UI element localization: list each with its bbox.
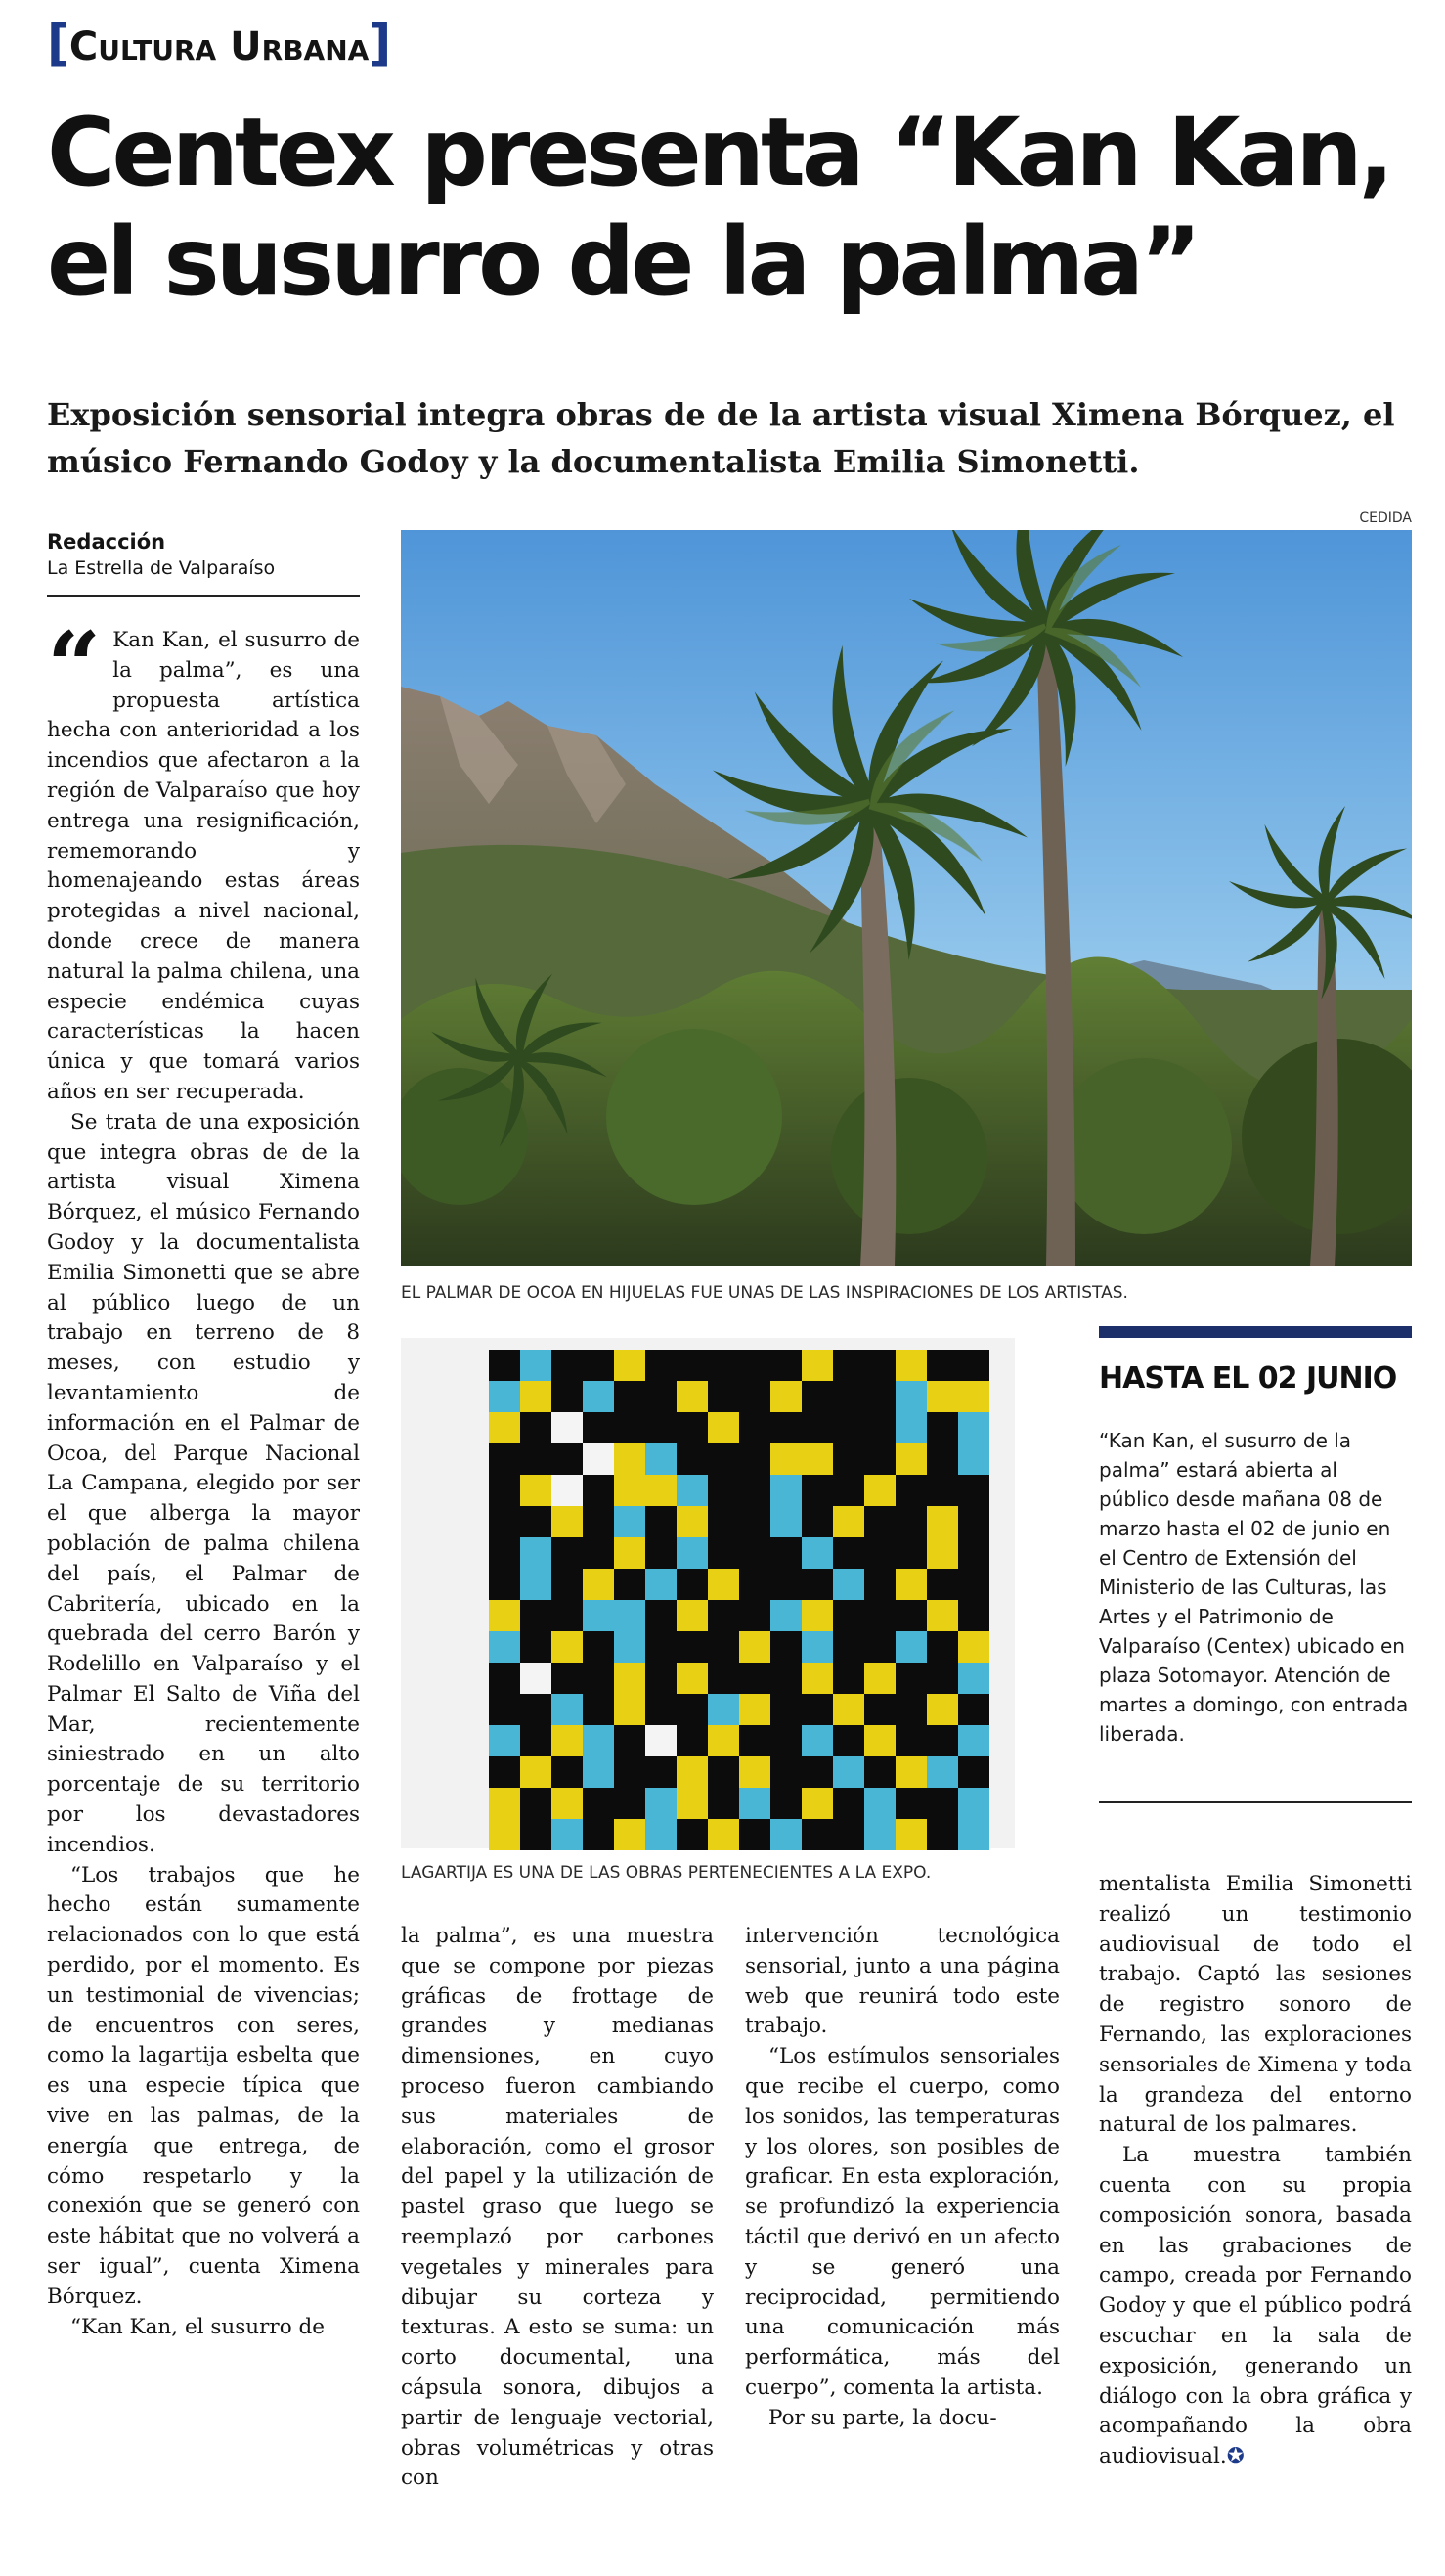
article-column-4 bbox=[1099, 1870, 1412, 2515]
artwork-tile bbox=[645, 1819, 677, 1850]
photo-credit: CEDIDA bbox=[1359, 511, 1412, 526]
artwork-tile bbox=[770, 1819, 802, 1850]
artwork-tile bbox=[739, 1694, 770, 1725]
artwork-tile bbox=[927, 1694, 958, 1725]
artwork-tile bbox=[677, 1381, 708, 1412]
artwork-tile bbox=[489, 1631, 520, 1663]
photo-caption-1: EL PALMAR DE OCOA EN HIJUELAS FUE UNAS DE LAS INSPIRACIONES DE LOS ARTISTAS. bbox=[401, 1283, 1128, 1303]
artwork-tile bbox=[833, 1694, 864, 1725]
artwork-tile bbox=[551, 1475, 583, 1506]
lagartija-artwork bbox=[489, 1350, 989, 1850]
artwork-tile bbox=[489, 1819, 520, 1850]
sidebox-body: “Kan Kan, el susurro de la palma” estará abierta al público desde mañana 08 de marzo hasta el 02 de junio en el Centro de Extensión del Ministerio de las Culturas, las Artes y el Patrimonio de Valparaíso (Centex) ubicado en plaza Sotomayor. Atención de martes a domingo, con entrada liberada. bbox=[1099, 1429, 1409, 1746]
artwork-tile bbox=[770, 1443, 802, 1475]
artwork-tile bbox=[927, 1600, 958, 1631]
byline-organization: La Estrella de Valparaíso bbox=[47, 557, 276, 579]
artwork-tile bbox=[802, 1663, 833, 1694]
artwork-tile bbox=[583, 1569, 614, 1600]
palm-landscape-photo bbox=[401, 530, 1412, 1266]
artwork-tile bbox=[677, 1788, 708, 1819]
artwork-tile bbox=[958, 1412, 989, 1443]
section-tag bbox=[47, 14, 391, 72]
artwork-tile bbox=[864, 1663, 896, 1694]
artwork-tile bbox=[614, 1350, 645, 1381]
artwork-tile bbox=[927, 1381, 958, 1412]
artwork-tile bbox=[802, 1537, 833, 1569]
artwork-tile bbox=[489, 1600, 520, 1631]
artwork-tile bbox=[708, 1819, 739, 1850]
article-paragraph-1: Kan Kan, el susurro de la palma”, es una propuesta artística hecha con anterioridad a los incendios que afectaron a la región de Valparaíso que hoy entrega una resignificación, rememorando y homenajeando estas áreas protegidas a nivel nacional, donde crece de manera natural la palma chilena, una especie endémica cuyas características la hacen única y que tomará varios años en ser recuperada. bbox=[47, 628, 360, 1104]
artwork-tile bbox=[739, 1631, 770, 1663]
artwork-tile bbox=[614, 1475, 645, 1506]
end-mark-icon: ✪ bbox=[1226, 2444, 1245, 2469]
artwork-tile bbox=[551, 1631, 583, 1663]
artwork-tile bbox=[739, 1788, 770, 1819]
section-label: Cultura Urbana bbox=[68, 24, 370, 69]
article-paragraph-9: mentalista Emilia Simonetti realizó un testimonio audiovisual de todo el trabajo. Captó las sesiones de registro sonoro de Fernando, las exploraciones sensoriales de Ximena y toda la grandeza del entorno natural de los palmares. bbox=[1099, 1872, 1412, 2138]
artwork-tile bbox=[833, 1569, 864, 1600]
artwork-tile bbox=[708, 1725, 739, 1756]
byline-name: Redacción bbox=[47, 530, 166, 554]
bracket-left: [ bbox=[47, 15, 69, 71]
sidebox-title: HASTA EL 02 JUNIO bbox=[1099, 1361, 1397, 1396]
bracket-right: ] bbox=[369, 15, 392, 71]
artwork-tile bbox=[802, 1631, 833, 1663]
artwork-tile bbox=[958, 1819, 989, 1850]
artwork-tile bbox=[489, 1788, 520, 1819]
artwork-tile bbox=[927, 1537, 958, 1569]
artwork-tile bbox=[864, 1475, 896, 1506]
artwork-tile bbox=[677, 1537, 708, 1569]
artwork-tile bbox=[802, 1350, 833, 1381]
article-paragraph-8: Por su parte, la docu- bbox=[768, 2405, 997, 2430]
article-paragraph-2: Se trata de una exposición que integra obras de de la artista visual Ximena Bórquez, el músico Fernando Godoy y la documentalista Emilia Simonetti que se abre al público luego de un trabajo en terreno de 8 meses, con estudio y levantamiento de información en el Palmar de Ocoa, del Parque Nacional La Campana, elegido por ser el que alberga la mayor población de palma chilena del país, el Palmar de Cabritería, ubicado en la quebrada del cerro Barón y Rodelillo en Valparaíso y el Palmar El Salto de Viña del Mar, recientemente siniestrado en un alto porcentaje de su territorio por los devastadores incendios. bbox=[47, 1109, 360, 1857]
artwork-tile bbox=[864, 1725, 896, 1756]
artwork-tile bbox=[614, 1819, 645, 1850]
quote-mark-icon: “ bbox=[47, 626, 102, 722]
artwork-tile bbox=[958, 1443, 989, 1475]
artwork-tile bbox=[770, 1475, 802, 1506]
artwork-tile bbox=[958, 1788, 989, 1819]
artwork-tile bbox=[864, 1819, 896, 1850]
article-paragraph-4: “Kan Kan, el susurro de bbox=[70, 2314, 325, 2339]
artwork-tile bbox=[583, 1381, 614, 1412]
article-paragraph-6: intervención tecnológica sensorial, junto a una página web que reunirá todo este trabajo. bbox=[745, 1924, 1060, 2039]
artwork-tile bbox=[833, 1506, 864, 1537]
article-column-3 bbox=[745, 1922, 1060, 2509]
artwork-tile bbox=[583, 1756, 614, 1788]
artwork-tile bbox=[614, 1694, 645, 1725]
byline-divider bbox=[47, 595, 360, 597]
article-column-2 bbox=[401, 1922, 714, 2509]
artwork-tile bbox=[927, 1756, 958, 1788]
article-paragraph-7: “Los estímulos sensoriales que recibe el cuerpo, como los sonidos, las temperaturas y los olores, son posibles de graficar. En esta exploración, se profundizó la experiencia táctil que derivó en un afecto y se generó una reciprocidad, permitiendo una comunicación más performática, más del cuerpo”, comenta la artista. bbox=[745, 2044, 1060, 2400]
artwork-tile bbox=[896, 1631, 927, 1663]
artwork-tile bbox=[896, 1756, 927, 1788]
artwork-tile bbox=[677, 1756, 708, 1788]
artwork-tile bbox=[520, 1381, 551, 1412]
artwork-tile bbox=[896, 1412, 927, 1443]
artwork-tile bbox=[958, 1663, 989, 1694]
artwork-tile bbox=[896, 1819, 927, 1850]
photo-caption-2: LAGARTIJA ES UNA DE LAS OBRAS PERTENECIENTES A LA EXPO. bbox=[401, 1863, 932, 1883]
artwork-tile bbox=[708, 1694, 739, 1725]
article-paragraph-3: “Los trabajos que he hecho están sumamente relacionados con lo que está perdido, por el momento. Es un testimonial de vivencias; de encuentros con seres, como la lagartija esbelta que es una especie típica que vive en las palmas, de la energía que entrega, de cómo respetarlo y la conexión que se generó con este hábitat que no volverá a ser igual”, cuenta Ximena Bórquez. bbox=[47, 1862, 360, 2309]
sidebox-top-rule bbox=[1099, 1326, 1412, 1338]
artwork-tile bbox=[770, 1381, 802, 1412]
artwork-tile bbox=[802, 1600, 833, 1631]
artwork-tile bbox=[583, 1443, 614, 1475]
artwork-tile bbox=[583, 1600, 614, 1631]
artwork-tile bbox=[614, 1600, 645, 1631]
artwork-tile bbox=[551, 1694, 583, 1725]
artwork-tile bbox=[614, 1506, 645, 1537]
artwork-tile bbox=[520, 1569, 551, 1600]
article-paragraph-5: la palma”, es una muestra que se compone por piezas gráficas de frottage de grandes y medianas dimensiones, en cuyo proceso fueron cambiando sus materiales de elaboración, como el grosor del papel y la utilización de pastel graso que luego se reemplazó por carbones vegetales y minerales para dibujar su corteza y texturas. A esto se suma: un corto documental, una cápsula sonora, dibujos a partir de lenguaje vectorial, obras volumétricas y otras con bbox=[401, 1924, 714, 2491]
artwork-tile bbox=[677, 1475, 708, 1506]
artwork-tile bbox=[896, 1381, 927, 1412]
artwork-tile bbox=[614, 1537, 645, 1569]
artwork-tile bbox=[551, 1725, 583, 1756]
artwork-tile bbox=[520, 1350, 551, 1381]
artwork-tile bbox=[551, 1506, 583, 1537]
headline: Centex presenta “Kan Kan, el susurro de la palma” bbox=[47, 98, 1391, 317]
artwork-tile bbox=[896, 1350, 927, 1381]
artwork-tile bbox=[802, 1443, 833, 1475]
artwork-tile bbox=[677, 1663, 708, 1694]
artwork-tile bbox=[770, 1506, 802, 1537]
artwork-tile bbox=[958, 1725, 989, 1756]
artwork-tile bbox=[645, 1725, 677, 1756]
sidebox-bottom-rule bbox=[1099, 1801, 1412, 1803]
artwork-tile bbox=[802, 1725, 833, 1756]
artwork-tile bbox=[614, 1631, 645, 1663]
artwork-tile bbox=[489, 1412, 520, 1443]
artwork-tile bbox=[739, 1756, 770, 1788]
artwork-tile bbox=[645, 1475, 677, 1506]
deck-subtitle: Exposición sensorial integra obras de de la artista visual Ximena Bórquez, el músico Fernando Godoy y la documentalista Emilia Simonetti. bbox=[47, 396, 1395, 480]
artwork-tile bbox=[958, 1631, 989, 1663]
artwork-tile bbox=[583, 1725, 614, 1756]
artwork-tile bbox=[551, 1819, 583, 1850]
article-column-1 bbox=[47, 626, 360, 2543]
palm-landscape-illustration bbox=[401, 530, 1412, 1266]
artwork-tile bbox=[520, 1537, 551, 1569]
artwork-tile bbox=[520, 1475, 551, 1506]
artwork-tile bbox=[677, 1600, 708, 1631]
artwork-tile bbox=[489, 1725, 520, 1756]
artwork-tile bbox=[614, 1663, 645, 1694]
artwork-tile bbox=[520, 1756, 551, 1788]
artwork-tile bbox=[551, 1412, 583, 1443]
artwork-tile bbox=[864, 1788, 896, 1819]
artwork-tile bbox=[833, 1756, 864, 1788]
artwork-tile bbox=[770, 1600, 802, 1631]
artwork-tile bbox=[927, 1506, 958, 1537]
artwork-tile bbox=[614, 1443, 645, 1475]
artwork-tile bbox=[551, 1788, 583, 1819]
artwork-tile bbox=[645, 1443, 677, 1475]
artwork-tile bbox=[802, 1788, 833, 1819]
artwork-tile bbox=[645, 1569, 677, 1600]
artwork-tile bbox=[896, 1569, 927, 1600]
artwork-tile bbox=[645, 1788, 677, 1819]
artwork-tile bbox=[958, 1381, 989, 1412]
artwork-tile bbox=[489, 1381, 520, 1412]
artwork-tile bbox=[677, 1506, 708, 1537]
artwork-tile bbox=[520, 1663, 551, 1694]
byline bbox=[47, 528, 360, 581]
article-paragraph-10: La muestra también cuenta con su propia composición sonora, basada en las grabaciones de campo, creada por Fernando Godoy y que el público podrá escuchar en la sala de exposición, generando un diálogo con la obra gráfica y acompañando la obra audiovisual. bbox=[1099, 2143, 1412, 2469]
artwork-tile bbox=[896, 1443, 927, 1475]
artwork-tile bbox=[708, 1569, 739, 1600]
artwork-tile bbox=[708, 1412, 739, 1443]
